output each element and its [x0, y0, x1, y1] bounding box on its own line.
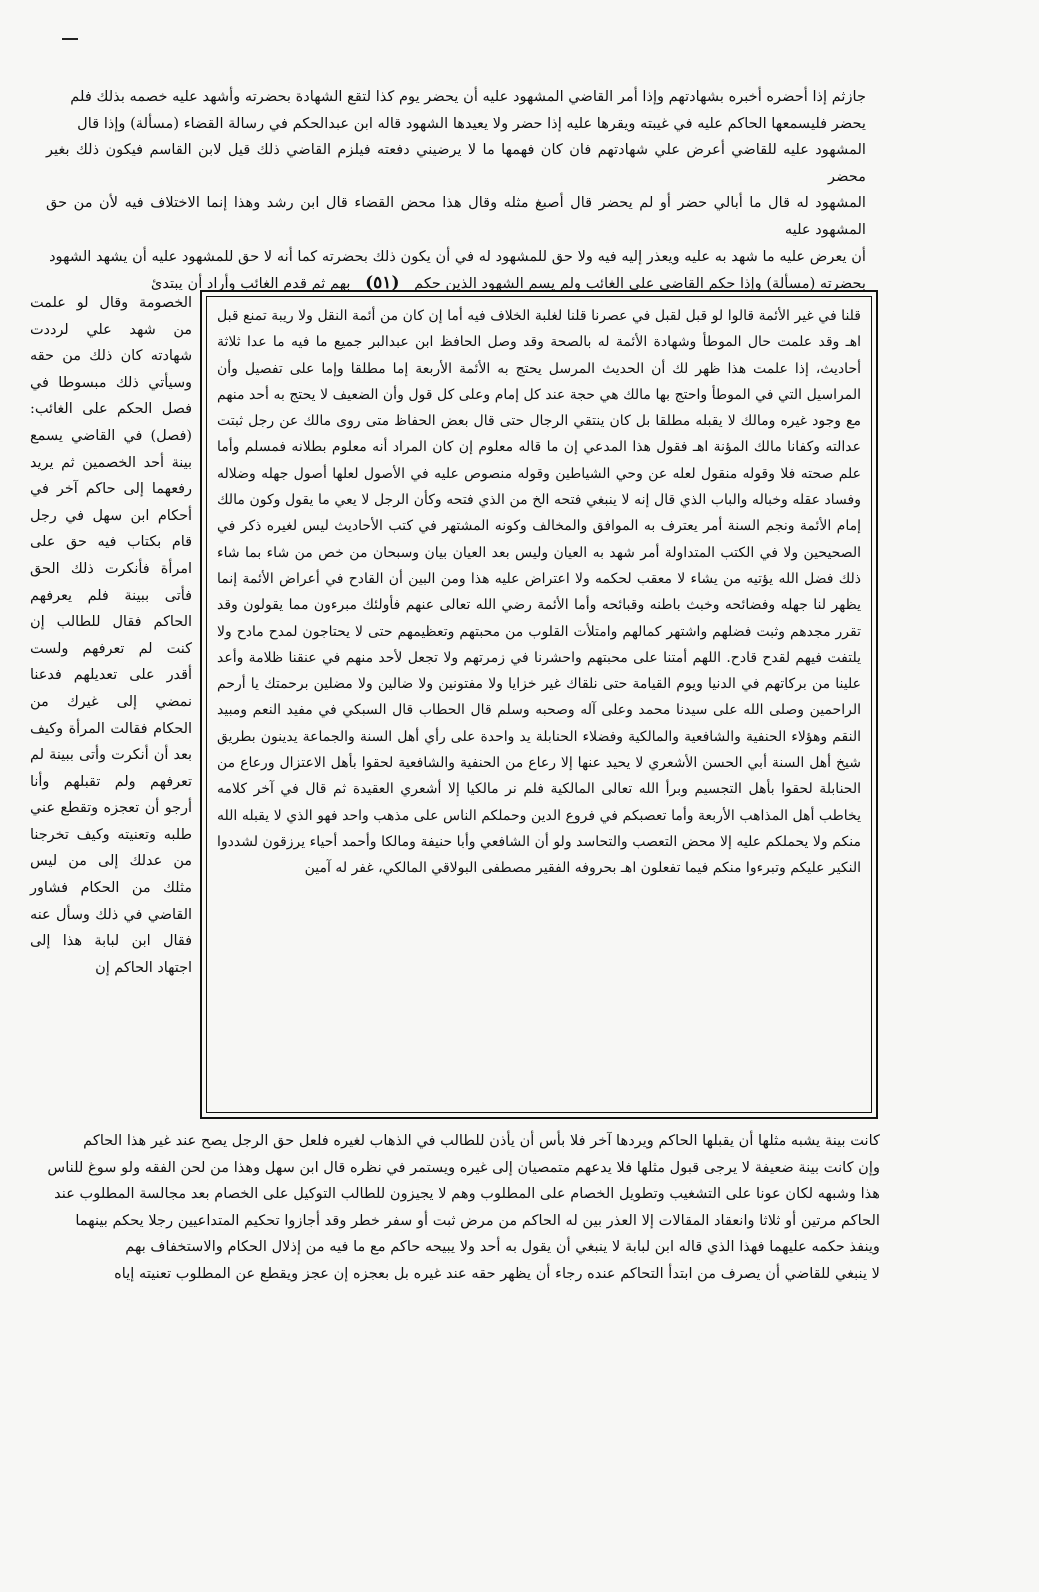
side-column-text: الخصومة وقال لو علمت من شهد علي لرددت شهادته كان ذلك من حقه وسيأتي ذلك مبسوطا في فصل الحكم على الغائب: (فصل) في القاضي يسمع بينة أحد الخصمين ثم يريد رفعهما إلى حاكم آخر في أحكام ابن سهل في رجل قام بكتاب فيه حق على امرأة فأنكرت ذلك الحق فأتى ببينة فلم يعرفهم الحاكم فقال للطالب إن كنت لم تعرفهم ولست أقدر على تعديلهم فدعنا نمضي إلى غيرك من الحكام فقالت المرأة وكيف بعد أن أنكرت وأتى ببينة لم تعرفهم ولم تقبلهم وأنا أرجو أن تعجزه وتقطع عني طلبه وتعنيته وكيف تخرجنا من عدلك إلى من ليس مثلك من الحكام فشاور القاضي في ذلك وسأل عنه فقال ابن لبابة هذا إلى اجتهاد الحاكم إن [30, 295, 192, 976]
top-text-block [46, 84, 866, 298]
text-line: وينفذ حكمه عليهما فهذا الذي قاله ابن لبابة لا ينبغي أن يقول به أحد ولا يبيحه حاكم مع ما فيه من إذلال الحكام والاستخفاف بهم [125, 1238, 880, 1256]
text-line: لا ينبغي للقاضي أن يصرف من ابتدأ التحاكم عنده رجاء أن يظهر حقه عند غيره بل بعجزه إن عجز ويقطع عن المطلوب تعنيته إياه [114, 1264, 880, 1282]
text-line: وإن كانت بينة ضعيفة لا يرجى قبول مثلها فلا يدعهم متمصيان إلى غيره ويستمر في نظره قال ابن سهل وهذا من لحن الفقه ولو سوغ للناس [47, 1158, 880, 1176]
text-line: الحاكم مرتين أو ثلاثا وانعقاد المقالات إلا العذر بين له الحاكم من مرض ثبت أو سفر خطر وقد أجازوا تحكيم المتداعيين رجلا يحكم بينهما [75, 1211, 880, 1229]
commentary-text: قلنا في غير الأئمة قالوا لو قبل لقبل في عصرنا قلنا لغلبة الخلاف فيه أما إن كان من أئمة النقل ولا ريبة تمنع قبل اهـ وقد علمت حال الموطأ وشهادة الأئمة له بالصحة وقد وصل الحافظ ابن عبدالبر جميع ما فيه ما عدا ثلاثة أحاديث، إذا علمت هذا ظهر لك أن الحديث المرسل يحتج به الأئمة الأربعة إما مطلقا وإما على تفصيل وأن المراسيل التي في الموطأ واحتج بها مالك هي حجة عند كل إمام وعلى كل قول وأن الضعيف لا يحتج به أحد منهم مع وجود غيره ومالك لا يقبله مطلقا بل كان ينتقي الرجال حتى قال بعض الحفاظ متى روى مالك عن رجل ثبتت عدالته وكفانا مالك المؤنة اهـ فقول هذا المدعي إن ما قاله معلوم إن كان المراد أنه معلوم بطلانه فمسلم وأما علم صحته فلا وقوله منقول لعله عن وحي الشياطين وقوله منصوص عليه في الأصول لعلها أصول جهله وضلاله وفساد عقله وخباله والباب الذي قال إنه لا ينبغي فتحه الخ من الذي فتحه وكأن الرجل لا يعي ما يقول وكون مالك إمام الأئمة ونجم السنة أمر يعترف به الموافق والمخالف وكونه المشتهر في كتب الأحاديث ليس لغيره ذكر في الصحيحين ولا في الكتب المتداولة أمر شهد به العيان وليس بعد العيان بيان وسبحان من خص من شاء بما شاء ذلك فضل الله يؤتيه من يشاء لا معقب لحكمه ولا اعتراض عليه هذا ومن البين أن القادح في أعراض الأئمة إنما يظهر لنا جهله وفضائحه وخبث باطنه وقبائحه وأما الأئمة رضي الله تعالى عنهم فأولئك مبرءون مما يقولون وقد تقرر مجدهم وثبت فضلهم واشتهر كمالهم وامتلأت القلوب من محبتهم وتعظيمهم حتى لا يحتاجون لمدح مادح ولا يلتفت فيهم لقدح قادح. اللهم أمتنا على محبتهم واحشرنا في زمرتهم ولا تجعل لأحد منهم في عنقنا ظلامة وأعد علينا من بركاتهم في الدنيا ويوم القيامة حتى نلقاك غير خزايا ولا مفتونين ولا ضالين ولا مضلين برحمتك يا أرحم الراحمين وصلى الله على سيدنا محمد وعلى آله وصحبه وسلم قال الحطاب قال السبكي في مفيد النعم ومبيد النقم وهؤلاء الحنفية والشافعية والمالكية وفضلاء الحنابلة يد واحدة على رأي أهل السنة والجماعة يدينون بطريق شيخ أهل السنة أبي الحسن الأشعري لا يحيد عنها إلا رعاع من الحنفية والشافعية لحقوا بأهل الاعتزال ورعاع من الحنابلة لحقوا بأهل التجسيم وبرأ الله تعالى المالكية فلم نر مالكيا إلا أشعري العقيدة ثم قال في آخر كلامه يخاطب أهل المذاهب الأربعة وأما تعصبكم في فروع الدين وحملكم الناس على مذهب واحد فهو الذي لا يقبله الله منكم ولا يحملكم عليه إلا محض التعصب والتحاسد ولو أن الشافعي وأبا حنيفة ومالكا وأحمد أحياء يرزقون لشددوا النكير عليكم وتبرءوا منكم فيما تفعلون اهـ بحروفه الفقير مصطفى البولاقي المالكي، غفر له آمين [206, 296, 872, 1113]
framed-commentary-box [200, 290, 878, 1119]
text-line: جازثم إذا أحضره أخبره بشهادتهم وإذا أمر القاضي المشهود عليه أن يحضر يوم كذا لتقع الشهادة بحضرته وأشهد عليه خصمه بذلك فلم [70, 88, 866, 105]
header-dash [62, 38, 78, 40]
text-line: المشهود عليه للقاضي أعرض علي شهادتهم فان كان فهمها ما لا يرضيني دفعته فيلزم القاضي ذلك قيل لابن القاسم فيكون ذلك بغير محضر [46, 141, 866, 185]
text-line: يحضر فليسمعها الحاكم عليه في غيبته ويقرها عليه إذا حضر ولا يعيدها الشهود قاله ابن عبدالحكم في رسالة القضاء (مسألة) وإذا قال [77, 114, 866, 132]
text-segment: بحضرته (مسألة) وإذا حكم القاضي على الغائب ولم يسم الشهود الذين حكم [414, 275, 866, 293]
text-line: أن يعرض عليه ما شهد به عليه ويعذر إليه فيه ولا حق للمشهود له في أن يكون ذلك بحضرته كما أنه لا حق للمشهود عليه أن يشهد الشهود [49, 247, 866, 265]
page-number: (٥١) [365, 273, 400, 294]
text-line: هذا وشبهه لكان عونا على التشغيب وتطويل الخصام على المطلوب وهم لا يجيزون للطالب التوكيل على الخصام بعد مجالسة المطلوب عند [54, 1185, 880, 1203]
text-line: المشهود له قال ما أبالي حضر أو لم يحضر قال أصبغ مثله وقال هذا محض القضاء قال ابن رشد وهذا إنما الاختلاف فيه لأن من حق المشهود عليه [46, 194, 866, 238]
text-line: كانت بينة يشبه مثلها أن يقبلها الحاكم ويردها آخر فلا بأس أن يأذن للطالب في الذهاب لغيره فلعل حق الرجل يصح عند غير هذا الحاكم [83, 1132, 880, 1149]
bottom-text-block [24, 1128, 880, 1288]
text-segment: بهم ثم قدم الغائب وأراد أن يبتدئ [150, 275, 351, 293]
